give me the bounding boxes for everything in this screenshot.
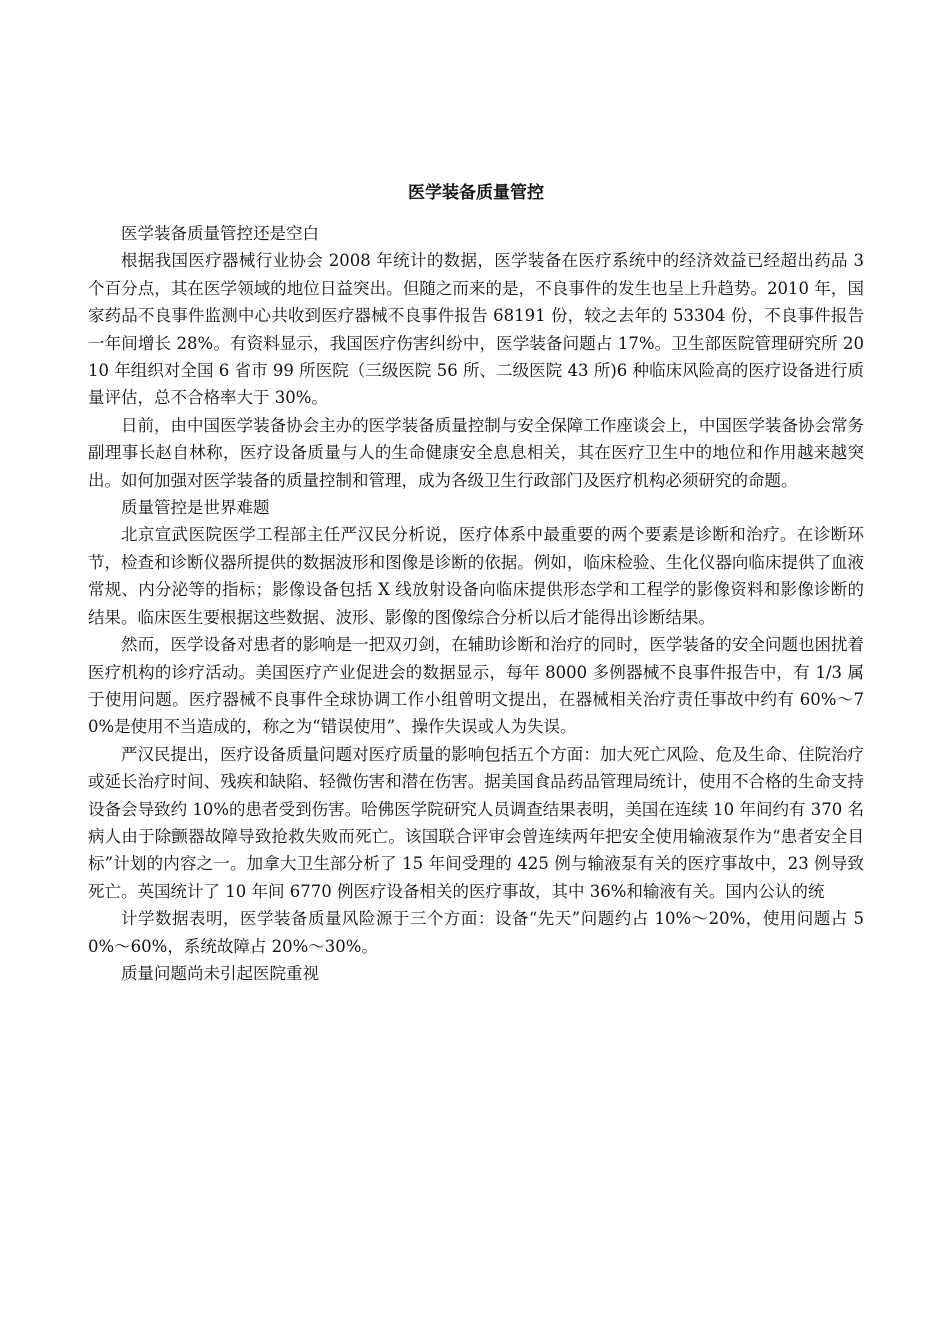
section-heading-world-problem: 质量管控是世界难题 bbox=[121, 498, 270, 518]
section-heading-blank: 医学装备质量管控还是空白 bbox=[121, 224, 319, 243]
document-page bbox=[88, 180, 864, 987]
section-heading-hospital-attention: 质量问题尚未引起医院重视 bbox=[121, 963, 319, 983]
paragraph-five-aspects: 严汉民提出，医疗设备质量问题对医疗质量的影响包括五个方面：加大死亡风险、危及生命、住院治疗或延长治疗时间、残疾和缺陷、轻微伤害和潜在伤害。据美国食品药品管理局统计，使用不合格的生命支持设备会导致约 10%的患者受到伤害。哈佛医学院研究人员调查结果表明，美国在连续 10 年间约有 370 名病人由于除颤器故障导致抢救失败而死亡。该国联合评审会曾连续两年把安全使用输液泵作为“患者安全目标”计划的内容之一。加拿大卫生部分析了 15 年间受理的 425 例与输液泵有关的医疗事故中，23 例导致死亡。英国统计了 10 年间 6770 例医疗设备相关的医疗事故，其中 36%和输液有关。国内公认的统 bbox=[88, 744, 864, 901]
document-title: 医学装备质量管控 bbox=[408, 183, 544, 203]
paragraph-double-edged: 然而，医学设备对患者的影响是一把双刃剑，在辅助诊断和治疗的同时，医学装备的安全问题也困扰着医疗机构的诊疗活动。美国医疗产业促进会的数据显示，每年 8000 多例器械不良事件报告中，有 1/3 属于使用问题。医疗器械不良事件全球协调工作小组曾明文提出，在器械相关治疗责任事故中约有 60%～70%是使用不当造成的，称之为“错误使用”、操作失误或人为失误。 bbox=[88, 635, 864, 737]
paragraph-risk-sources: 计学数据表明，医学装备质量风险源于三个方面：设备“先天”问题约占 10%～20%，使用问题占 50%～60%，系统故障占 20%～30%。 bbox=[88, 909, 864, 956]
paragraph-diagnosis: 北京宣武医院医学工程部主任严汉民分析说，医疗体系中最重要的两个要素是诊断和治疗。在诊断环节，检查和诊断仪器所提供的数据波形和图像是诊断的依据。例如，临床检验、生化仪器向临床提供了血液常规、内分泌等的指标；影像设备包括 X 线放射设备向临床提供形态学和工程学的影像资料和影像诊断的结果。临床医生要根据这些数据、波形、影像的图像综合分析以后才能得出诊断结果。 bbox=[88, 525, 864, 627]
paragraph-symposium: 日前，由中国医学装备协会主办的医学装备质量控制与安全保障工作座谈会上，中国医学装备协会常务副理事长赵自林称，医疗设备质量与人的生命健康安全息息相关，其在医疗卫生中的地位和作用越来越突出。如何加强对医学装备的质量控制和管理，成为各级卫生行政部门及医疗机构必须研究的命题。 bbox=[88, 415, 864, 490]
paragraph-statistics: 根据我国医疗器械行业协会 2008 年统计的数据，医学装备在医疗系统中的经济效益已经超出药品 3 个百分点，其在医学领域的地位日益突出。但随之而来的是，不良事件的发生也呈上升趋势。2010 年，国家药品不良事件监测中心共收到医疗器械不良事件报告 68191 份，较之去年的 53304 份，不良事件报告一年间增长 28%。有资料显示，我国医疗伤害纠纷中，医学装备问题占 17%。卫生部医院管理研究所 2010 年组织对全国 6 省市 99 所医院（三级医院 56 所、二级医院 43 所)6 种临床风险高的医疗设备进行质量评估，总不合格率大于 30%。 bbox=[88, 251, 864, 408]
